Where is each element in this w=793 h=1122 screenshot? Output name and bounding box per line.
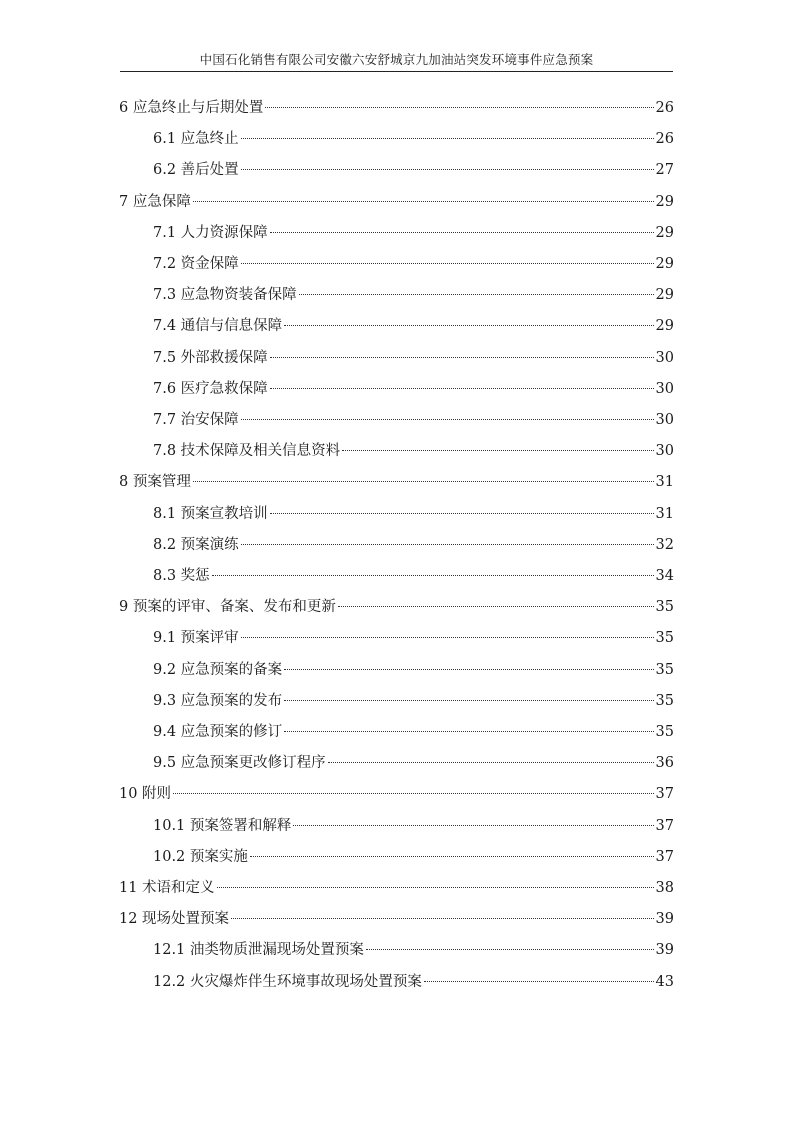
toc-page-number: 26 xyxy=(655,131,674,148)
toc-entry-label: 7.6 医疗急救保障 xyxy=(153,380,268,397)
toc-entry[interactable] xyxy=(153,659,674,681)
toc-entry[interactable] xyxy=(119,783,674,805)
toc-entry[interactable] xyxy=(153,284,674,306)
toc-entry-label: 12.1 油类物质泄漏现场处置预案 xyxy=(153,942,364,959)
toc-entry-label: 10.1 预案签署和解释 xyxy=(153,817,292,834)
toc-page-number: 35 xyxy=(655,724,674,740)
toc-dot-leader xyxy=(270,232,654,233)
toc-entry[interactable] xyxy=(153,440,674,462)
toc-dot-leader xyxy=(241,637,654,638)
toc-page-number: 30 xyxy=(655,412,674,428)
toc-dot-leader xyxy=(338,606,654,607)
toc-entry-label: 8.2 预案演练 xyxy=(153,536,239,553)
toc-dot-leader xyxy=(217,887,654,888)
toc-entry[interactable] xyxy=(153,222,674,244)
toc-entry-label: 9.2 应急预案的备案 xyxy=(153,661,283,678)
toc-dot-leader xyxy=(173,793,653,794)
toc-page-number: 31 xyxy=(655,474,674,491)
toc-page-number: 37 xyxy=(655,786,674,803)
toc-page-number: 30 xyxy=(655,349,674,366)
toc-dot-leader xyxy=(270,357,654,358)
toc-dot-leader xyxy=(293,825,653,826)
toc-entry[interactable] xyxy=(153,627,674,649)
toc-dot-leader xyxy=(270,388,654,389)
toc-page-number: 30 xyxy=(655,443,674,460)
toc-entry-label: 7 应急保障 xyxy=(119,193,191,210)
toc-entry[interactable] xyxy=(153,846,674,868)
toc-entry[interactable] xyxy=(153,128,674,150)
toc-entry[interactable] xyxy=(153,971,674,993)
toc-dot-leader xyxy=(284,731,653,732)
toc-dot-leader xyxy=(299,294,654,295)
toc-entry-label: 8.1 预案宣教培训 xyxy=(153,505,268,522)
toc-dot-leader xyxy=(241,169,654,170)
toc-entry-label: 11 术语和定义 xyxy=(119,880,215,896)
toc-entry-label: 8 预案管理 xyxy=(119,474,191,491)
toc-entry-label: 7.2 资金保障 xyxy=(153,256,239,272)
toc-page-number: 36 xyxy=(655,755,674,772)
toc-dot-leader xyxy=(193,481,654,482)
toc-entry-label: 7.4 通信与信息保障 xyxy=(153,318,283,335)
toc-entry-label: 7.3 应急物资装备保障 xyxy=(153,287,297,304)
toc-page-number: 37 xyxy=(655,848,674,865)
toc-dot-leader xyxy=(270,513,654,514)
toc-entry[interactable] xyxy=(153,939,674,961)
toc-page-number: 43 xyxy=(655,973,674,990)
toc-entry[interactable] xyxy=(153,565,674,587)
toc-entry[interactable] xyxy=(153,534,674,556)
toc-page-number: 35 xyxy=(655,630,674,647)
toc-entry[interactable] xyxy=(119,908,674,930)
toc-entry[interactable] xyxy=(119,191,674,213)
toc-page-number: 38 xyxy=(655,880,674,896)
toc-entry-label: 9.3 应急预案的发布 xyxy=(153,692,283,709)
toc-dot-leader xyxy=(193,201,654,202)
toc-entry-label: 9.4 应急预案的修订 xyxy=(153,724,283,740)
toc-entry-label: 9.1 预案评审 xyxy=(153,630,239,647)
toc-entry-label: 7.7 治安保障 xyxy=(153,412,239,428)
toc-entry[interactable] xyxy=(153,159,674,181)
toc-entry-label: 10 附则 xyxy=(119,786,172,803)
toc-dot-leader xyxy=(241,138,654,139)
toc-dot-leader xyxy=(241,263,654,264)
toc-page-number: 26 xyxy=(655,100,674,116)
toc-entry[interactable] xyxy=(153,690,674,712)
toc-page-number: 34 xyxy=(655,568,674,584)
toc-page-number: 29 xyxy=(655,193,674,210)
toc-page-number: 29 xyxy=(655,318,674,335)
toc-page-number: 29 xyxy=(655,287,674,304)
toc-dot-leader xyxy=(284,325,653,326)
toc-entry[interactable] xyxy=(119,97,674,119)
toc-entry-label: 9.5 应急预案更改修订程序 xyxy=(153,755,326,772)
toc-dot-leader xyxy=(342,450,653,451)
toc-entry[interactable] xyxy=(153,409,674,431)
toc-entry-label: 9 预案的评审、备案、发布和更新 xyxy=(119,599,336,616)
toc-page-number: 32 xyxy=(655,536,674,553)
toc-page-number: 31 xyxy=(655,505,674,522)
toc-dot-leader xyxy=(265,107,653,108)
toc-dot-leader xyxy=(284,669,653,670)
toc-dot-leader xyxy=(241,419,654,420)
toc-entry[interactable] xyxy=(119,471,674,493)
toc-entry-label: 7.8 技术保障及相关信息资料 xyxy=(153,443,341,460)
toc-page-number: 35 xyxy=(655,661,674,678)
toc-entry[interactable] xyxy=(153,253,674,275)
toc-page-number: 35 xyxy=(655,692,674,709)
toc-dot-leader xyxy=(212,575,654,576)
toc-entry[interactable] xyxy=(153,347,674,369)
toc-page-number: 27 xyxy=(655,162,674,179)
toc-entry[interactable] xyxy=(153,752,674,774)
toc-page-number: 29 xyxy=(655,224,674,241)
toc-entry-label: 10.2 预案实施 xyxy=(153,848,248,865)
toc-entry[interactable] xyxy=(153,315,674,337)
toc-entry-label: 12.2 火灾爆炸伴生环境事故现场处置预案 xyxy=(153,973,422,990)
toc-page-number: 29 xyxy=(655,256,674,272)
header-rule xyxy=(120,71,673,72)
toc-entry[interactable] xyxy=(119,877,674,899)
toc-dot-leader xyxy=(284,700,653,701)
toc-dot-leader xyxy=(250,856,654,857)
toc-entry[interactable] xyxy=(153,503,674,525)
toc-entry-label: 7.1 人力资源保障 xyxy=(153,224,268,241)
toc-entry-label: 7.5 外部救援保障 xyxy=(153,349,268,366)
toc-entry[interactable] xyxy=(119,596,674,618)
page-header: 中国石化销售有限公司安徽六安舒城京九加油站突发环境事件应急预案 xyxy=(199,52,594,67)
toc-page-number: 39 xyxy=(655,942,674,959)
toc-entry-label: 6 应急终止与后期处置 xyxy=(119,100,264,116)
toc-page-number: 30 xyxy=(655,380,674,397)
toc-dot-leader xyxy=(241,544,654,545)
toc-dot-leader xyxy=(231,918,653,919)
toc-page-number: 35 xyxy=(655,599,674,616)
toc-dot-leader xyxy=(328,762,654,763)
toc-page-number: 37 xyxy=(655,817,674,834)
toc-dot-leader xyxy=(424,981,654,982)
toc-entry-label: 6.1 应急终止 xyxy=(153,131,239,148)
toc-entry[interactable] xyxy=(153,721,674,743)
toc-page-number: 39 xyxy=(655,911,674,928)
toc-entry-label: 6.2 善后处置 xyxy=(153,162,239,179)
toc-entry[interactable] xyxy=(153,815,674,837)
toc-entry-label: 8.3 奖惩 xyxy=(153,568,210,584)
toc-entry-label: 12 现场处置预案 xyxy=(119,911,230,928)
toc-entry[interactable] xyxy=(153,378,674,400)
toc-dot-leader xyxy=(366,949,654,950)
